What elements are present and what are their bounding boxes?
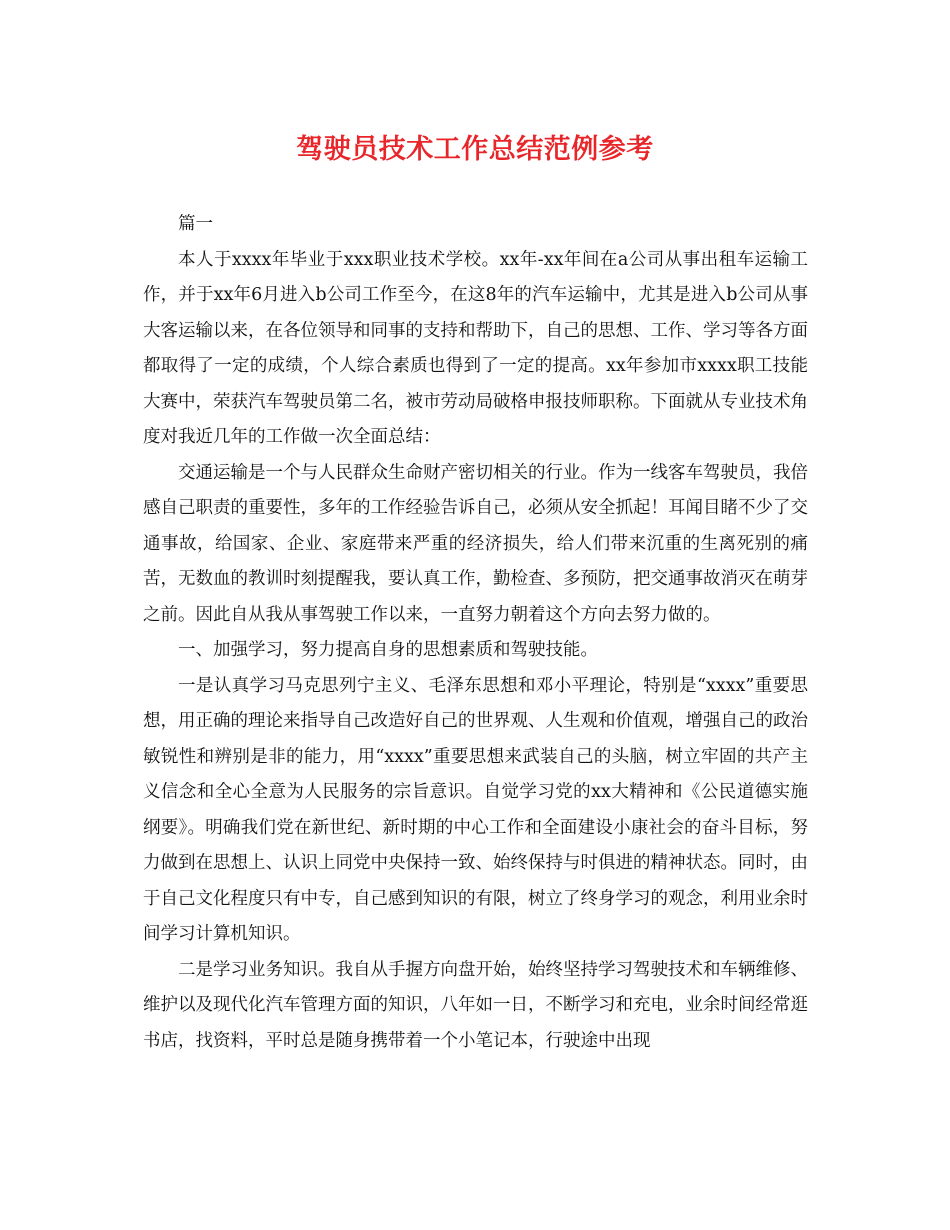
document-body <box>143 207 808 1059</box>
paragraph-theory-study: 一是认真学习马克思列宁主义、毛泽东思想和邓小平理论，特别是“xxxx”重要思想，用正确的理论来指导自己改造好自己的世界观、人生观和价值观，增强自己的政治敏锐性和辨别是非的能力，用“xxxx”重要思想来武装自己的头脑，树立牢固的共产主义信念和全心全意为人民服务的宗旨意识。自觉学习党的xx大精神和《公民道德实施纲要》。明确我们党在新世纪、新时期的中心工作和全面建设小康社会的奋斗目标，努力做到在思想上、认识上同党中央保持一致、始终保持与时俱进的精神状态。同时，由于自己文化程度只有中专，自己感到知识的有限，树立了终身学习的观念，利用业余时间学习计算机知识。 <box>143 675 808 944</box>
section-label: 篇一 <box>178 214 213 234</box>
paragraph-intro: 本人于xxxx年毕业于xxx职业技术学校。xx年-xx年间在a公司从事出租车运输工作，并于xx年6月进入b公司工作至今，在这8年的汽车运输中，尤其是进入b公司从事大客运输以来，在各位领导和同事的支持和帮助下，自己的思想、工作、学习等各方面都取得了一定的成绩，个人综合素质也得到了一定的提高。xx年参加市xxxx职工技能大赛中，荣获汽车驾驶员第二名，被市劳动局破格申报技师职称。下面就从专业技术角度对我近几年的工作做一次全面总结： <box>143 249 808 447</box>
section-heading-study: 一、加强学习，努力提高自身的思想素质和驾驶技能。 <box>178 640 598 660</box>
document-title: 驾驶员技术工作总结范例参考 <box>296 134 654 165</box>
paragraph-safety: 交通运输是一个与人民群众生命财产密切相关的行业。作为一线客车驾驶员，我倍感自己职责的重要性，多年的工作经验告诉自己，必须从安全抓起！耳闻目睹不少了交通事故，给国家、企业、家庭带来严重的经济损失，给人们带来沉重的生离死别的痛苦，无数血的教训时刻提醒我，要认真工作，勤检查、多预防，把交通事故消灭在萌芽之前。因此自从我从事驾驶工作以来，一直努力朝着这个方向去努力做的。 <box>143 462 808 625</box>
paragraph-business-study: 二是学习业务知识。我自从手握方向盘开始，始终坚持学习驾驶技术和车辆维修、维护以及现代化汽车管理方面的知识，八年如一日，不断学习和充电，业余时间经常逛书店，找资料，平时总是随身携带着一个小笔记本，行驶途中出现 <box>143 959 808 1051</box>
